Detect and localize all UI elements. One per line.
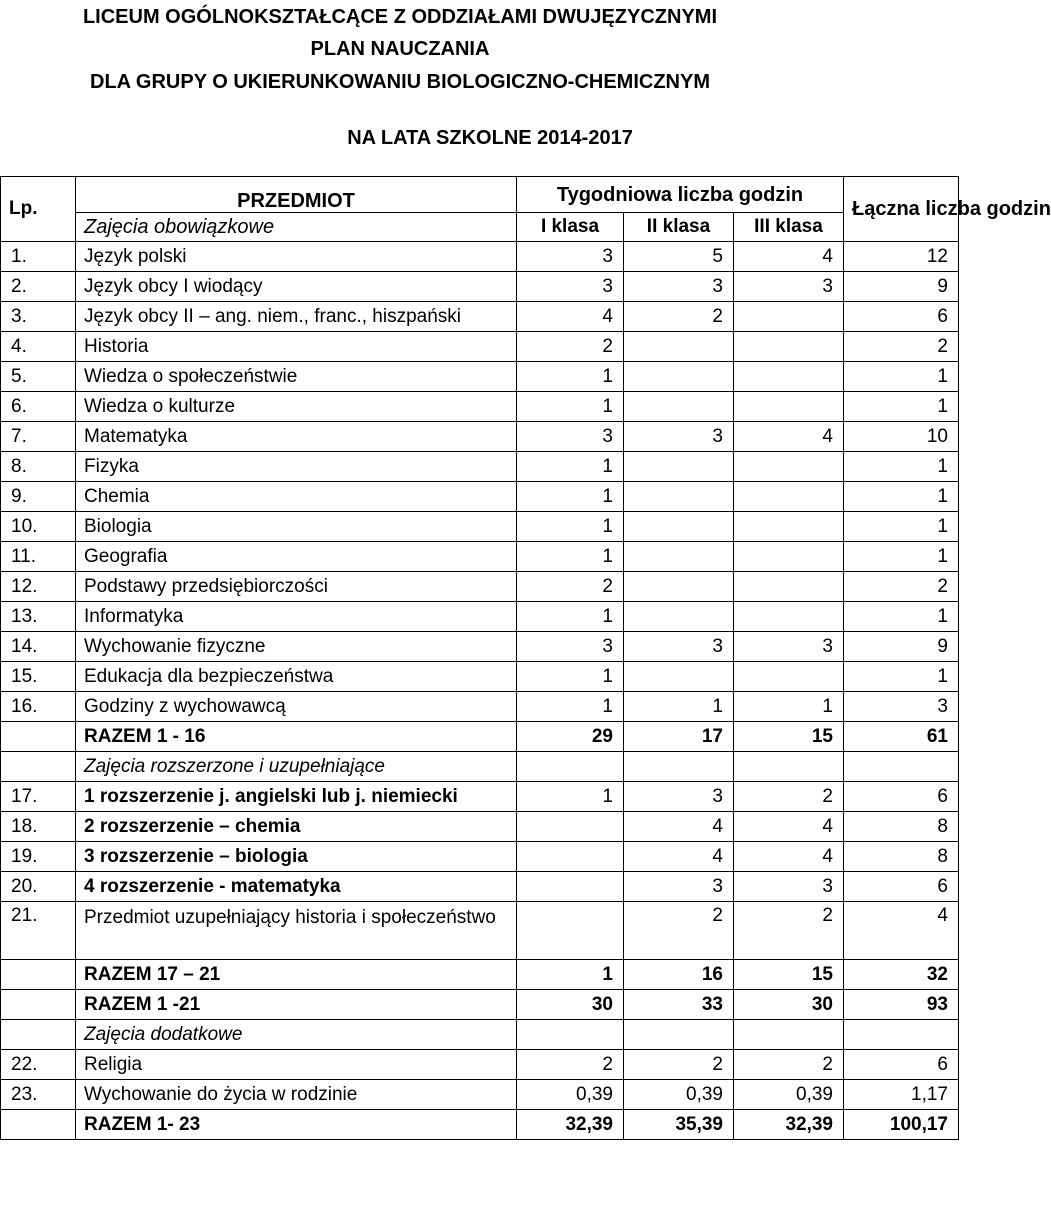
total-sum: 100,17: [844, 1110, 959, 1140]
total-hours: 1: [844, 362, 959, 392]
class3-hours: [734, 662, 844, 692]
table-row: [1, 782, 959, 812]
empty-cell: [1, 752, 76, 782]
class1-hours: 1: [517, 692, 624, 722]
table-subheader-row: [1, 213, 959, 242]
empty-cell: [1, 1020, 76, 1050]
class3-hours: [734, 362, 844, 392]
subject-name: Wychowanie do życia w rodzinie: [76, 1080, 517, 1110]
sum-label: RAZEM 1 - 16: [76, 722, 517, 752]
class2-hours: [624, 362, 734, 392]
table-row: [1, 332, 959, 362]
document-title: PLAN NAUCZANIA: [310, 38, 490, 60]
empty-cell: [624, 1020, 734, 1050]
subject-name: Podstawy przedsiębiorczości: [76, 572, 517, 602]
subject-name: Edukacja dla bezpieczeństwa: [76, 662, 517, 692]
total-hours: 10: [844, 422, 959, 452]
subject-name: Geografia: [76, 542, 517, 572]
total-hours: 4: [844, 902, 959, 960]
empty-cell: [844, 752, 959, 782]
class1-hours: 1: [517, 482, 624, 512]
table-row: [1, 272, 959, 302]
row-number: 16.: [1, 692, 76, 722]
empty-cell: [844, 1020, 959, 1050]
section-row-additional: [1, 1020, 959, 1050]
total-hours: 1: [844, 512, 959, 542]
weekly-hours-header: Tygodniowa liczba godzin: [517, 177, 844, 213]
class2-hours: [624, 662, 734, 692]
table-row: [1, 572, 959, 602]
class1-hours: 2: [517, 572, 624, 602]
class2-header: II klasa: [624, 213, 734, 242]
class1-hours: [517, 872, 624, 902]
empty-cell: [1, 990, 76, 1020]
table-row: [1, 902, 959, 960]
class1-hours: 2: [517, 332, 624, 362]
class1-hours: 3: [517, 422, 624, 452]
total-hours-header: Łączna liczba godzin: [844, 177, 959, 242]
sum-row-17-21: [1, 960, 959, 990]
class3-hours: 4: [734, 422, 844, 452]
table-row: [1, 242, 959, 272]
class1-hours: 1: [517, 782, 624, 812]
table-row: [1, 362, 959, 392]
subject-name: Wiedza o społeczeństwie: [76, 362, 517, 392]
subject-name: 4 rozszerzenie - matematyka: [76, 872, 517, 902]
total-hours: 1: [844, 482, 959, 512]
row-number: 8.: [1, 452, 76, 482]
class1-hours: 0,39: [517, 1080, 624, 1110]
table-row: [1, 872, 959, 902]
total-hours: 6: [844, 302, 959, 332]
total-hours: 1: [844, 662, 959, 692]
subject-name: Historia: [76, 332, 517, 362]
class3-hours: [734, 392, 844, 422]
table-row: [1, 542, 959, 572]
subject-name: Wiedza o kulturze: [76, 392, 517, 422]
section-row-extended: [1, 752, 959, 782]
class2-hours: 0,39: [624, 1080, 734, 1110]
row-number: 13.: [1, 602, 76, 632]
total-hours: 6: [844, 872, 959, 902]
total-hours: 6: [844, 782, 959, 812]
empty-cell: [1, 960, 76, 990]
row-number: 9.: [1, 482, 76, 512]
class2-hours: [624, 512, 734, 542]
class1-hours: [517, 842, 624, 872]
row-number: 12.: [1, 572, 76, 602]
table-row: [1, 662, 959, 692]
table-row: [1, 302, 959, 332]
empty-cell: [1, 1110, 76, 1140]
class3-hours: 1: [734, 692, 844, 722]
class3-hours: 3: [734, 872, 844, 902]
subject-name: Religia: [76, 1050, 517, 1080]
subject-name: Matematyka: [76, 422, 517, 452]
class3-hours: 2: [734, 1050, 844, 1080]
row-number: 3.: [1, 302, 76, 332]
class1-hours: 1: [517, 452, 624, 482]
row-number: 7.: [1, 422, 76, 452]
class1-hours: 2: [517, 1050, 624, 1080]
class3-hours: [734, 302, 844, 332]
class3-sum: 30: [734, 990, 844, 1020]
total-hours: 8: [844, 842, 959, 872]
class1-hours: 4: [517, 302, 624, 332]
section-additional: Zajęcia dodatkowe: [76, 1020, 517, 1050]
subject-name: Przedmiot uzupełniający historia i społeczeństwo: [76, 902, 517, 960]
class1-sum: 1: [517, 960, 624, 990]
empty-cell: [734, 752, 844, 782]
subject-name: Język obcy I wiodący: [76, 272, 517, 302]
table-row: [1, 812, 959, 842]
class2-hours: 1: [624, 692, 734, 722]
class3-hours: 4: [734, 242, 844, 272]
sum-row-1-16: [1, 722, 959, 752]
table-row: [1, 512, 959, 542]
row-number: 15.: [1, 662, 76, 692]
class2-sum: 17: [624, 722, 734, 752]
total-hours: 1: [844, 602, 959, 632]
row-number: 10.: [1, 512, 76, 542]
class3-sum: 32,39: [734, 1110, 844, 1140]
class2-hours: 2: [624, 1050, 734, 1080]
empty-cell: [517, 1020, 624, 1050]
row-number: 20.: [1, 872, 76, 902]
class2-hours: 5: [624, 242, 734, 272]
table-row: [1, 1080, 959, 1110]
class1-hours: 1: [517, 542, 624, 572]
class3-hours: 3: [734, 632, 844, 662]
school-years: NA LATA SZKOLNE 2014-2017: [347, 127, 633, 149]
class1-sum: 32,39: [517, 1110, 624, 1140]
class3-hours: 4: [734, 812, 844, 842]
class1-hours: 1: [517, 392, 624, 422]
class2-sum: 16: [624, 960, 734, 990]
row-number: 5.: [1, 362, 76, 392]
class2-hours: [624, 602, 734, 632]
section-extended: Zajęcia rozszerzone i uzupełniające: [76, 752, 517, 782]
table-row: [1, 452, 959, 482]
subject-name: Fizyka: [76, 452, 517, 482]
class2-hours: 3: [624, 872, 734, 902]
class2-hours: 4: [624, 812, 734, 842]
subject-name: 1 rozszerzenie j. angielski lub j. niemiecki: [76, 782, 517, 812]
total-hours: 9: [844, 632, 959, 662]
total-sum: 93: [844, 990, 959, 1020]
class1-hours: 3: [517, 242, 624, 272]
class2-hours: 3: [624, 272, 734, 302]
total-hours: 2: [844, 332, 959, 362]
subject-name: Język obcy II – ang. niem., franc., hiszpański: [76, 302, 517, 332]
total-sum: 61: [844, 722, 959, 752]
curriculum-table: [0, 176, 1051, 1140]
row-number: 22.: [1, 1050, 76, 1080]
lp-header: Lp.: [1, 177, 76, 242]
class2-sum: 35,39: [624, 1110, 734, 1140]
class3-hours: 4: [734, 842, 844, 872]
subject-name: 3 rozszerzenie – biologia: [76, 842, 517, 872]
row-number: 2.: [1, 272, 76, 302]
class3-hours: [734, 452, 844, 482]
class2-hours: 2: [624, 902, 734, 960]
subject-name: Biologia: [76, 512, 517, 542]
table-header-row: [1, 177, 959, 213]
table-row: [1, 632, 959, 662]
table-row: [1, 422, 959, 452]
sum-label: RAZEM 1 -21: [76, 990, 517, 1020]
total-hours: 9: [844, 272, 959, 302]
class3-hours: [734, 332, 844, 362]
class2-hours: 2: [624, 302, 734, 332]
class1-hours: 3: [517, 632, 624, 662]
subject-name: Informatyka: [76, 602, 517, 632]
row-number: 17.: [1, 782, 76, 812]
class2-sum: 33: [624, 990, 734, 1020]
row-number: 1.: [1, 242, 76, 272]
subject-header: PRZEDMIOT: [76, 177, 517, 213]
total-hours: 8: [844, 812, 959, 842]
row-number: 23.: [1, 1080, 76, 1110]
row-number: 6.: [1, 392, 76, 422]
class1-header: I klasa: [517, 213, 624, 242]
subject-name: Wychowanie fizyczne: [76, 632, 517, 662]
table-row: [1, 602, 959, 632]
table-row: [1, 1050, 959, 1080]
total-hours: 1: [844, 452, 959, 482]
school-name: LICEUM OGÓLNOKSZTAŁCĄCE Z ODDZIAŁAMI DWUJĘZYCZNYMI: [82, 6, 718, 28]
empty-cell: [517, 752, 624, 782]
class3-header: III klasa: [734, 213, 844, 242]
row-number: 21.: [1, 902, 76, 960]
sum-row-1-23: [1, 1110, 959, 1140]
class3-hours: 2: [734, 902, 844, 960]
sum-row-1-21: [1, 990, 959, 1020]
class2-hours: [624, 332, 734, 362]
class3-hours: 3: [734, 272, 844, 302]
row-number: 14.: [1, 632, 76, 662]
total-hours: 1: [844, 542, 959, 572]
class3-hours: [734, 542, 844, 572]
class3-sum: 15: [734, 960, 844, 990]
class2-hours: 3: [624, 782, 734, 812]
table-row: [1, 692, 959, 722]
total-hours: 1,17: [844, 1080, 959, 1110]
total-hours: 6: [844, 1050, 959, 1080]
empty-cell: [734, 1020, 844, 1050]
sum-label: RAZEM 1- 23: [76, 1110, 517, 1140]
class3-hours: [734, 572, 844, 602]
class1-sum: 29: [517, 722, 624, 752]
class2-hours: [624, 392, 734, 422]
class1-hours: 1: [517, 512, 624, 542]
total-hours: 12: [844, 242, 959, 272]
class1-hours: 1: [517, 362, 624, 392]
empty-cell: [1, 722, 76, 752]
row-number: 11.: [1, 542, 76, 572]
subject-name: Język polski: [76, 242, 517, 272]
total-hours: 2: [844, 572, 959, 602]
class2-hours: [624, 572, 734, 602]
table-row: [1, 482, 959, 512]
total-sum: 32: [844, 960, 959, 990]
class3-hours: [734, 602, 844, 632]
row-number: 18.: [1, 812, 76, 842]
class2-hours: [624, 452, 734, 482]
class3-hours: [734, 512, 844, 542]
total-hours: 1: [844, 392, 959, 422]
row-number: 19.: [1, 842, 76, 872]
empty-cell: [624, 752, 734, 782]
subject-name: Godziny z wychowawcą: [76, 692, 517, 722]
subject-name: 2 rozszerzenie – chemia: [76, 812, 517, 842]
total-hours: 3: [844, 692, 959, 722]
class1-hours: 3: [517, 272, 624, 302]
section-mandatory: Zajęcia obowiązkowe: [76, 213, 517, 242]
table-row: [1, 392, 959, 422]
class1-hours: [517, 902, 624, 960]
subject-name: Chemia: [76, 482, 517, 512]
class1-hours: [517, 812, 624, 842]
row-number: 4.: [1, 332, 76, 362]
table-row: [1, 842, 959, 872]
class2-hours: 4: [624, 842, 734, 872]
sum-label: RAZEM 17 – 21: [76, 960, 517, 990]
class2-hours: 3: [624, 422, 734, 452]
class3-hours: [734, 482, 844, 512]
class1-sum: 30: [517, 990, 624, 1020]
class2-hours: [624, 542, 734, 572]
class1-hours: 1: [517, 602, 624, 632]
class2-hours: 3: [624, 632, 734, 662]
group-profile: DLA GRUPY O UKIERUNKOWANIU BIOLOGICZNO-CHEMICZNYM: [90, 71, 710, 93]
class1-hours: 1: [517, 662, 624, 692]
class3-hours: 2: [734, 782, 844, 812]
class3-sum: 15: [734, 722, 844, 752]
class3-hours: 0,39: [734, 1080, 844, 1110]
class2-hours: [624, 482, 734, 512]
